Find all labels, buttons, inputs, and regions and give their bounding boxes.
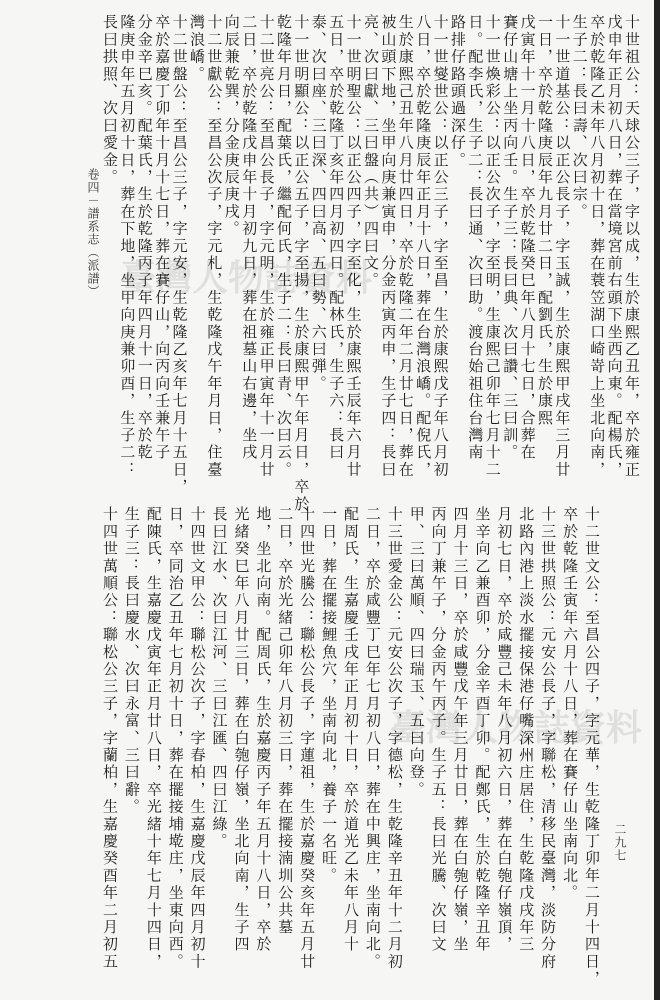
text-column: 十一世煥彩公：以正公次子，字至明，生康熙己卯年七月十二 — [483, 14, 502, 479]
text-column: 十二世盤公：至昌公三子，字元安，生乾隆乙亥年七月十五日， — [170, 14, 189, 496]
text-column: 長曰拱照、次曰愛金。 — [101, 14, 119, 186]
text-column: 十三世拱照公：元安公長子，字聯松，清移民臺灣，淡防分府 — [539, 506, 558, 971]
text-column: 戊寅年十一月十八日，卒於乾隆癸巳年八月十七日，合葬在 — [518, 14, 537, 462]
text-column: 路排仔路頭過深仔。 — [449, 14, 467, 169]
text-column: 四月十三日，卒於咸豐戊午年三月廿日，葬在白匏仔嶺，坐 — [451, 506, 470, 954]
text-column: 月初七日，卒於咸豐己未年八月初六日，葬在白匏仔嶺頂， — [495, 506, 514, 954]
text-column: 被山頭下地，坐甲向庚兼寅申，分金丙寅丙申，生子四：長曰 — [379, 14, 398, 479]
text-column: 十四世光騰公：聯松公長子，字蓮祖，生於嘉慶癸亥年五月廿 — [298, 506, 317, 971]
watermark: 臺灣人物誌資料 — [120, 257, 373, 298]
text-column: 生於康熙己丑年八月廿四日，卒於乾隆二年二月廿七日，葬在 — [396, 14, 415, 479]
text-column: 卒於乾隆乙未年八月初十日，葬在蓑笠湖口崎嵜上坐北向南， — [588, 14, 607, 479]
text-column: 生子三：長曰慶水、次曰永富、三曰辭。 — [122, 506, 141, 816]
text-column: 光緒癸巳年八月廿三日，葬在白匏仔嶺，坐北向南，生子四 — [232, 506, 251, 954]
text-column: 十二世獻公：至昌公次子，字元札，生乾隆戊午年月日，住臺 — [205, 14, 224, 479]
text-column: 配周氏，生嘉慶壬戌年正月初十日，卒於道光乙未年八月十 — [342, 506, 360, 954]
text-column: 亮、次曰獻、三曰盤（共）四曰文。 — [362, 14, 380, 290]
text-column: 分金辛巳亥。配葉氏，生於乾隆丙子年四月十一日，卒於乾 — [135, 14, 154, 462]
text-column: 一日，葬在擺接鯉魚穴，坐南向北，養子一名旺。 — [320, 506, 339, 885]
text-column: 二日，卒於咸豐丁巳年七月初八日，葬在中興庄，坐南向北。 — [363, 506, 382, 971]
text-column: 向辰兼乾巽，分金庚辰庚戌。 — [222, 14, 241, 238]
text-column: 二日，卒於乾隆戊申年十月初九日，葬在祖墓山右邊，坐戌 — [240, 14, 259, 462]
text-column: 北路內港上淡水擺接保港仔嘴深州庄居住，生乾隆戊戌年三 — [517, 506, 536, 954]
text-column: 十二世亮公：至昌公長子，字元明，生於雍正甲寅年十一月廿 — [257, 14, 276, 479]
text-column: 十四世文甲公：聯松公次子，字春柏，生嘉慶戊辰年四月初十 — [188, 506, 207, 971]
text-column: 配陳氏，生嘉慶戊寅年正月廿八日，卒光緒十年七月十四日， — [144, 506, 163, 971]
text-column: 五日，卒於乾隆丁亥年四月初四日。配林氏，生子六：長曰 — [327, 14, 346, 462]
watermark-lower: 臺灣人物誌資料 — [390, 707, 643, 748]
text-column: 賽仔山塘上坐丙向壬。生子三：長曰典、次曰讚、三曰訓。 — [501, 14, 520, 462]
text-column: 丙向丁兼午子，分金丙午丙子。生子五：長曰光騰、次曰文 — [429, 506, 448, 954]
text-column: 卒於乾隆壬寅年六月十八日，葬在賽仔山坐南向北。 — [561, 506, 580, 902]
text-column: 二日，卒於光緒己卯年八月初三日，葬在擺接湳圳公共墓 — [276, 506, 295, 936]
text-column: 十四世萬順公：聯松公三子，字蘭柏，生嘉慶癸酉年二月初五 — [101, 506, 119, 971]
text-column: 隆庚申年五月初十日，葬在下地，坐甲向庚兼卯酉，生子二： — [118, 14, 137, 479]
text-column: 日，卒同治乙丑年七月初十日，葬在擺接埔墘庄，坐東向西。 — [166, 506, 185, 971]
text-column: 一日，卒於乾隆庚辰年九月廿二日，配劉氏，生於康熙 — [536, 14, 554, 427]
text-column: 十一世道基公：以正公長子，字玉誠，生於康熙甲戌年三月廿 — [553, 14, 572, 479]
text-column: 八日，卒於乾隆庚辰年正月十八日，葬在台灣浪嶠。配倪氏， — [414, 14, 433, 479]
text-column: 灣浪嶠。 — [188, 14, 206, 83]
text-column: 十世祖公：天球公三子，字以成，生於康熙乙丑年，卒於雍正 — [623, 14, 641, 479]
text-column: 坐辛向乙兼酉卯，分金辛酉丁卯。配鄭氏，生於乾隆辛丑年 — [473, 506, 492, 954]
page-number: 二九七 — [613, 823, 627, 862]
scan-edge — [654, 0, 660, 1000]
text-column: 生子二：長曰壽、次曰宗。 — [570, 14, 589, 221]
text-column: 長曰江水、次曰江河、三曰江匯、四曰江綠。 — [210, 506, 229, 850]
text-column: 十一世燮世公：以正公三子，字至昌，生於康熙戊子年八月初 — [431, 14, 450, 479]
text-column: 乾隆年月日，配葉氏，繼配何氏，生子二：長曰青、次曰云。 — [275, 14, 293, 479]
text-column: 十一世明聖公：以正公四子，字至化，生於康熙壬辰年六月廿 — [344, 14, 363, 479]
text-column: 日。配李氏，生子二：長曰通、次曰助。渡台始祖住台灣南 — [466, 14, 485, 462]
text-column: 戊申年正月初八日，葬在當境宮前右頭下坐西向東。配楊氏， — [605, 14, 624, 479]
text-column: 卒於嘉慶丁卯年十月十七日，葬在賽仔山，向丙向壬兼午子 — [153, 14, 172, 462]
text-column: 十二世文公：至昌公四子，字元華，生乾隆丁卯年二月十四日， — [583, 506, 601, 988]
page-header: 卷四－譜系志（派譜） — [86, 168, 100, 298]
text-column: 甲、三曰萬順、四曰瑞玉、五曰向登。 — [407, 506, 426, 799]
text-column: 十三世愛金公：元安公次子，字德松，生乾隆辛丑年十二月初 — [385, 506, 404, 971]
text-column: 十一世明顯公：以正公五子，字至揚，生於康熙甲午年月日，卒於 — [292, 14, 311, 513]
text-column: 地，坐北向南。配周氏，生於嘉慶丙子年五月十八日，卒於 — [254, 506, 273, 954]
text-column: 泰、次曰座、三曰深、四曰高、五曰勢、六曰弾。 — [309, 14, 328, 393]
